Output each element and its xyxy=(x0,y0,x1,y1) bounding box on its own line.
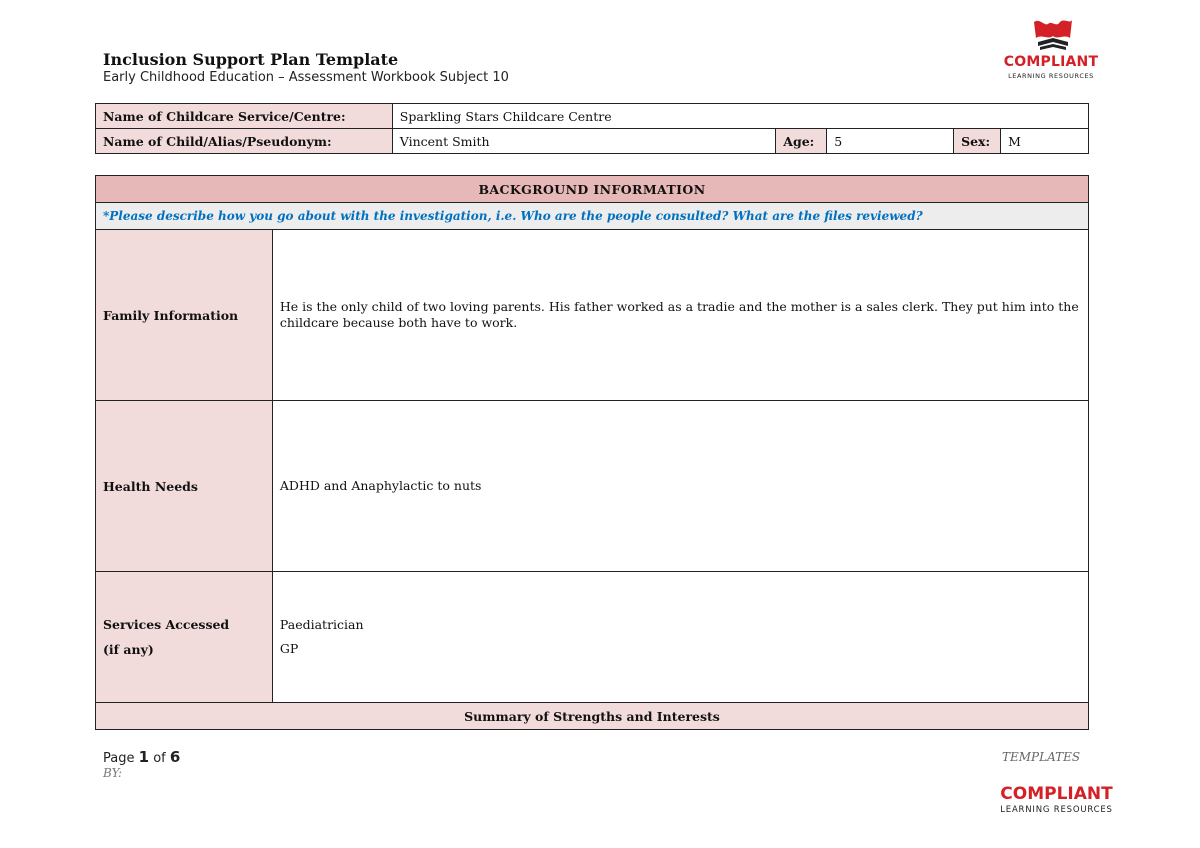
footer-brand-sub: LEARNING RESOURCES xyxy=(1000,805,1113,815)
footer-templates: TEMPLATES xyxy=(1002,750,1081,764)
page-total: 6 xyxy=(169,748,181,766)
background-heading-row xyxy=(96,176,1089,203)
child-value: Vincent Smith xyxy=(392,129,775,154)
health-value: ADHD and Anaphylactic to nuts xyxy=(272,401,1088,572)
services-value-2: GP xyxy=(279,641,299,656)
logo-subtext: LEARNING RESOURCES xyxy=(1008,72,1094,80)
page-of: of xyxy=(153,751,166,766)
child-row xyxy=(96,129,1089,154)
services-value-cell xyxy=(272,572,1088,703)
logo-brand-text: COMPLIANT xyxy=(1003,54,1099,70)
sex-value: M xyxy=(1001,129,1089,154)
child-info-table xyxy=(95,103,1089,154)
page-number xyxy=(103,748,180,766)
summary-heading: Summary of Strengths and Interests xyxy=(96,703,1089,730)
background-heading: BACKGROUND INFORMATION xyxy=(96,176,1089,203)
instruction-note: *Please describe how you go about with the investigation, i.e. Who are the people consulted? What are the files reviewed? xyxy=(96,203,1089,230)
background-info-table xyxy=(95,175,1089,730)
services-value-1: Paediatrician xyxy=(279,617,364,632)
footer-by: BY: xyxy=(103,766,123,780)
service-value: Sparkling Stars Childcare Centre xyxy=(392,104,1088,129)
summary-row xyxy=(96,703,1089,730)
page-current: 1 xyxy=(138,748,150,766)
compliant-logo xyxy=(1000,16,1102,82)
document-title: Inclusion Support Plan Template xyxy=(103,50,399,69)
footer-brand: COMPLIANT xyxy=(1000,784,1113,804)
services-label-sub: (if any) xyxy=(103,642,154,657)
page-prefix: Page xyxy=(103,751,135,766)
sex-label: Sex: xyxy=(954,129,1001,154)
service-label: Name of Childcare Service/Centre: xyxy=(96,104,393,129)
services-label-cell xyxy=(96,572,273,703)
services-row xyxy=(96,572,1089,703)
services-label: Services Accessed xyxy=(103,617,230,632)
age-value: 5 xyxy=(827,129,954,154)
family-value: He is the only child of two loving parents. His father worked as a tradie and the mother is a sales clerk. They put him into the childcare because both have to work. xyxy=(272,230,1088,401)
book-logo-icon xyxy=(1030,16,1076,54)
health-row xyxy=(96,401,1089,572)
child-label: Name of Child/Alias/Pseudonym: xyxy=(96,129,393,154)
health-label: Health Needs xyxy=(96,401,273,572)
family-label: Family Information xyxy=(96,230,273,401)
document-subtitle: Early Childhood Education – Assessment Workbook Subject 10 xyxy=(103,70,509,85)
age-label: Age: xyxy=(776,129,827,154)
service-row xyxy=(96,104,1089,129)
family-row xyxy=(96,230,1089,401)
instruction-row xyxy=(96,203,1089,230)
